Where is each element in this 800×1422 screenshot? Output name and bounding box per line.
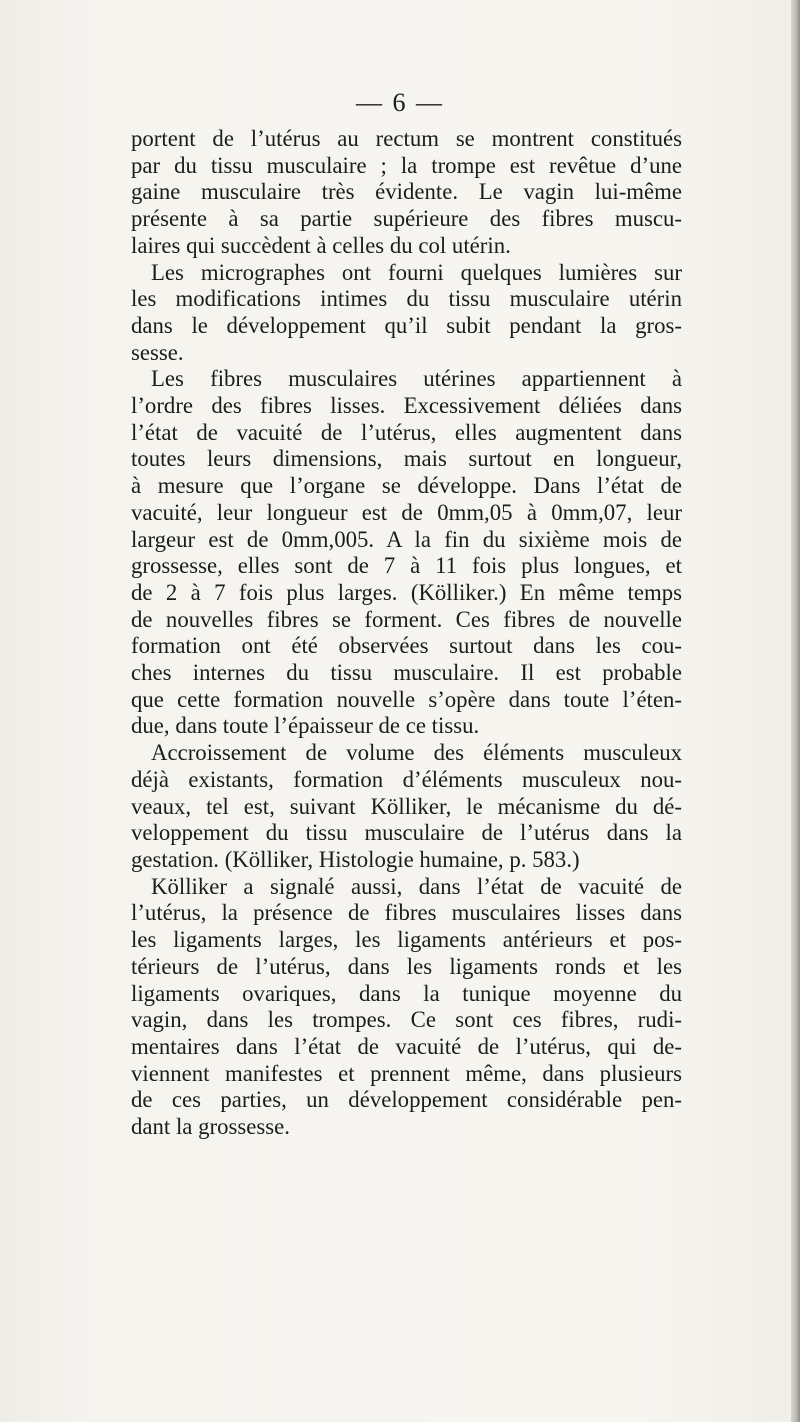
text-line: que cette formation nouvelle s’opère dans toute l’éten- [131,686,682,712]
text-line: présente à sa partie supérieure des fibres muscu- [131,206,682,232]
text-line: à mesure que l’organe se développe. Dans l’état de [131,473,682,499]
text-line: veaux, tel est, suivant Kölliker, le mécanisme du dé- [131,793,682,819]
text-line: ligaments ovariques, dans la tunique moyenne du [131,980,682,1006]
text-line: portent de l’utérus au rectum se montrent constitués [131,126,682,151]
text-line: vagin, dans les trompes. Ce sont ces fibres, rudi- [131,1007,682,1033]
text-line: de ces parties, un développement considérable pen- [131,1087,682,1113]
text-line: gestation. (Kölliker, Histologie humaine, p. 583.) [131,846,580,872]
text-line: toutes leurs dimensions, mais surtout en longueur, [131,446,682,472]
text-line: l’état de vacuité de l’utérus, elles augmentent dans [131,419,682,445]
text-line: laires qui succèdent à celles du col utérin. [131,232,511,258]
text-line: Accroissement de volume des éléments musculeux [151,740,682,766]
text-line: mentaires dans l’état de vacuité de l’utérus, qui de- [131,1033,682,1059]
text-line: due, dans toute l’épaisseur de ce tissu. [131,713,480,739]
page-number: — 6 — [356,88,444,117]
text-line: dant la grossesse. [131,1114,290,1140]
body-text [131,126,682,1141]
text-line: ches internes du tissu musculaire. Il est probable [131,660,682,686]
text-line: déjà existants, formation d’éléments musculeux nou- [131,766,682,792]
text-line: Kölliker a signalé aussi, dans l’état de vacuité de [151,873,682,899]
text-line: grossesse, elles sont de 7 à 11 fois plus longues, et [131,553,682,579]
text-line: Les micrographes ont fourni quelques lumières sur [151,259,682,285]
text-line: de nouvelles fibres se forment. Ces fibres de nouvelle [131,606,682,632]
text-line: l’ordre des fibres lisses. Excessivement déliées dans [131,393,682,419]
text-line: les ligaments larges, les ligaments antérieurs et pos- [131,927,682,953]
text-line: viennent manifestes et prennent même, dans plusieurs [131,1060,682,1086]
text-line: Les fibres musculaires utérines appartiennent à [151,366,682,392]
text-line: dans le développement qu’il subit pendant la gros- [131,312,682,338]
text-line: largeur est de 0mm,005. A la fin du sixième mois de [131,526,682,552]
text-line: vacuité, leur longueur est de 0mm,05 à 0mm,07, leur [131,499,682,525]
text-line: par du tissu musculaire ; la trompe est revêtue d’une [131,152,682,178]
text-line: gaine musculaire très évidente. Le vagin lui-même [131,179,682,205]
text-line: les modifications intimes du tissu musculaire utérin [131,286,682,312]
text-line: térieurs de l’utérus, dans les ligaments ronds et les [131,953,682,979]
text-line: sesse. [131,339,184,365]
page-edge [791,0,800,1422]
text-line: formation ont été observées surtout dans les cou- [131,633,682,659]
text-line: l’utérus, la présence de fibres musculaires lisses dans [131,900,682,926]
text-line: de 2 à 7 fois plus larges. (Kölliker.) En même temps [131,579,682,605]
text-line: veloppement du tissu musculaire de l’utérus dans la [131,820,682,846]
